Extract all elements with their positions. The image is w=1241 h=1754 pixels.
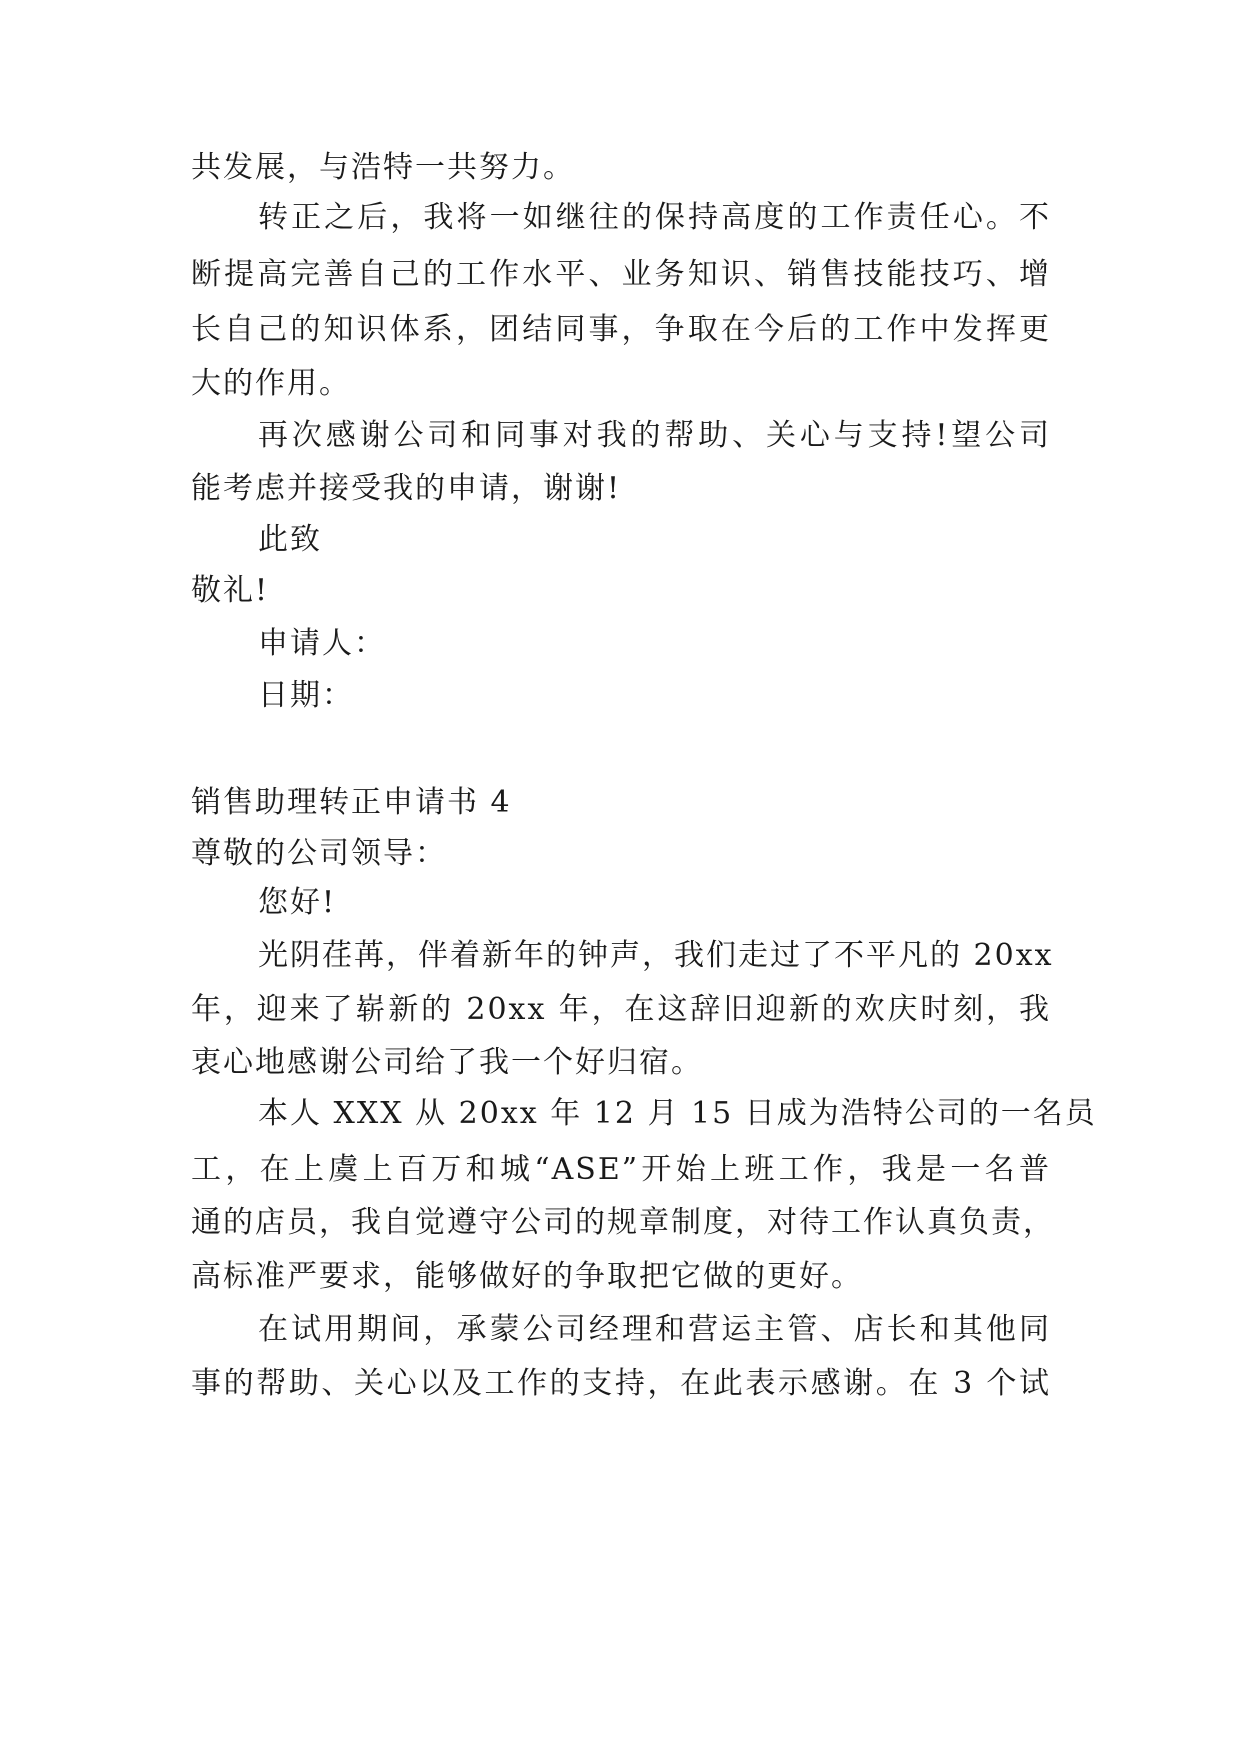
paragraph-line: 再次感谢公司和同事对我的帮助、关心与支持!望公司	[258, 418, 1051, 453]
paragraph-line: 事的帮助、关心以及工作的支持，在此表示感谢。在 3 个试	[191, 1366, 1051, 1401]
paragraph-line: 通的店员，我自觉遵守公司的规章制度，对待工作认真负责，	[191, 1205, 1055, 1240]
paragraph-line: 共发展，与浩特一共努力。	[191, 150, 575, 185]
paragraph-line: 工，在上虞上百万和城“ASE”开始上班工作，我是一名普	[191, 1152, 1051, 1187]
section-title: 销售助理转正申请书 4	[191, 785, 512, 820]
paragraph-line: 年，迎来了崭新的 20xx 年，在这辞旧迎新的欢庆时刻，我	[191, 992, 1051, 1027]
paragraph-line: 光阴荏苒，伴着新年的钟声，我们走过了不平凡的 20xx	[258, 938, 1054, 973]
paragraph-line: 转正之后，我将一如继往的保持高度的工作责任心。不	[258, 200, 1051, 235]
paragraph-line: 衷心地感谢公司给了我一个好归宿。	[191, 1045, 703, 1080]
paragraph-line: 长自己的知识体系，团结同事，争取在今后的工作中发挥更	[191, 312, 1051, 347]
paragraph-line: 本人 XXX 从 20xx 年 12 月 15 日成为浩特公司的一名员	[258, 1096, 1097, 1131]
salutation: 尊敬的公司领导：	[191, 836, 447, 871]
paragraph-line: 在试用期间，承蒙公司经理和营运主管、店长和其他同	[258, 1312, 1051, 1347]
paragraph-line: 大的作用。	[191, 366, 351, 401]
date-label: 日期：	[258, 678, 354, 713]
greeting: 您好!	[258, 885, 337, 920]
paragraph-line: 高标准严要求，能够做好的争取把它做的更好。	[191, 1259, 863, 1294]
closing-line: 此致	[258, 522, 322, 557]
closing-salutation: 敬礼!	[191, 573, 270, 608]
paragraph-line: 断提高完善自己的工作水平、业务知识、销售技能技巧、增	[191, 257, 1051, 292]
paragraph-line: 能考虑并接受我的申请，谢谢!	[191, 471, 622, 506]
applicant-label: 申请人：	[258, 626, 386, 661]
